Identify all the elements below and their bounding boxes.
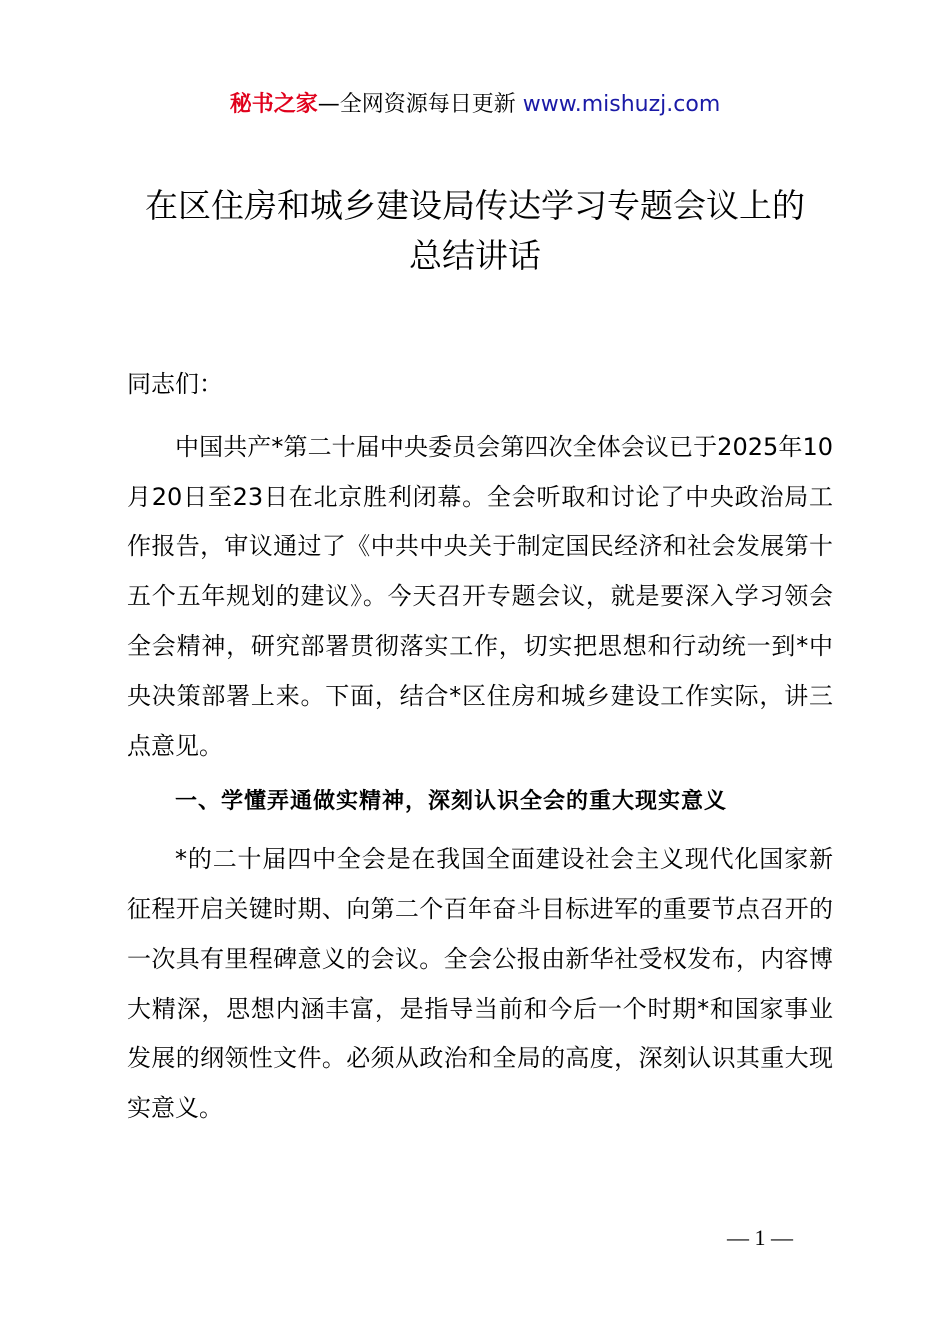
brand-name: 秘书之家 [229, 92, 318, 117]
site-header [0, 88, 950, 122]
paragraph-2: *的二十届四中全会是在我国全面建设社会主义现代化国家新征程开启关键时期、向第二个百年奋斗目标进军的重要节点召开的一次具有里程碑意义的会议。全会公报由新华社受权发布，内容博大精深，思想内涵丰富，是指导当前和今后一个时期*和国家事业发展的纲领性文件。必须从政治和全局的高度，深刻认识其重大现实意义。 [127, 845, 833, 1123]
title-line-1: 在区住房和城乡建设局传达学习专题会议上的 [145, 186, 805, 225]
title-line-2: 总结讲话 [409, 236, 541, 275]
paragraph-1: 中国共产*第二十届中央委员会第四次全体会议已于2025年10月20日至23日在北京胜利闭幕。全会听取和讨论了中央政治局工作报告，审议通过了《中共中央关于制定国民经济和社会发展第十五个五年规划的建议》。今天召开专题会议，就是要深入学习领会全会精神，研究部署贯彻落实工作，切实把思想和行动统一到*中央决策部署上来。下面，结合*区住房和城乡建设工作实际，讲三点意见。 [127, 432, 833, 760]
page-number: — 1 — [727, 1225, 793, 1250]
document-title [110, 181, 840, 281]
section-heading-1: 一、学懂弄通做实精神，深刻认识全会的重大现实意义 [175, 789, 728, 815]
site-url-link[interactable]: www.mishuzj.com [522, 92, 721, 117]
document-body [127, 360, 833, 1134]
salutation: 同志们： [127, 370, 223, 398]
header-tagline: —全网资源每日更新 [317, 92, 516, 117]
